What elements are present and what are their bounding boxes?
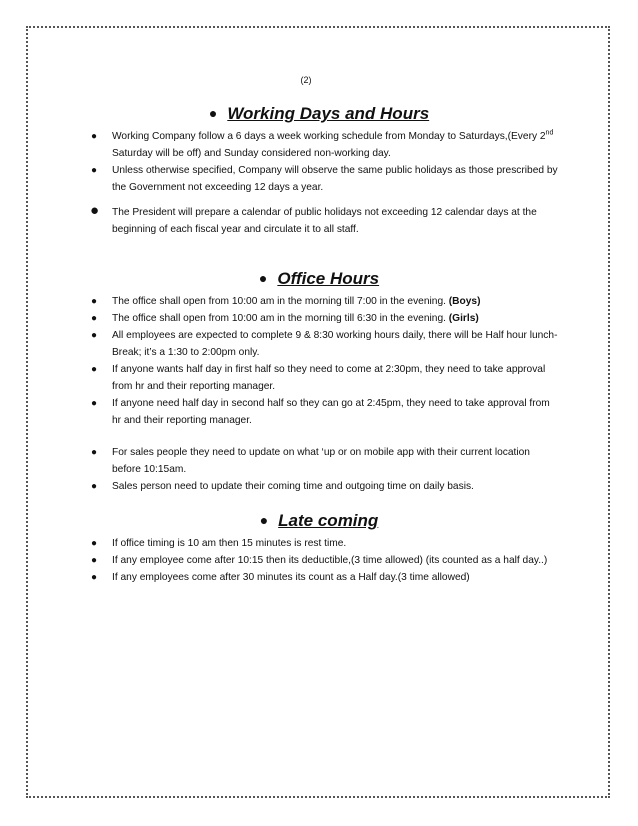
bullet-icon: ● (91, 555, 98, 566)
bullet-icon: ● (91, 538, 98, 549)
list-item: ● If office timing is 10 am then 15 minutes is rest time. (90, 535, 560, 552)
bullet-icon: ● (91, 447, 98, 458)
bullet-icon: ● (91, 165, 98, 176)
bullet-icon: ● (91, 398, 98, 409)
bullet-icon: ● (91, 296, 98, 307)
bullet-icon: ● (91, 131, 98, 142)
list-item: ● The President will prepare a calendar of public holidays not exceeding 12 calendar days at the beginning of each fiscal year and circulate it to all staff. (90, 202, 537, 235)
section-title-late-coming: ● Late coming (259, 511, 379, 530)
bullet-icon: ● (91, 481, 98, 492)
section-title-office-hours: ● Office Hours (258, 269, 380, 288)
list-item: ● The office shall open from 10:00 am in the morning till 6:30 in the evening. (Girls) (90, 310, 560, 327)
list-item: ● If anyone need half day in second half so they can go at 2:45pm, they need to take approval from hr and their reporting manager. (90, 395, 560, 429)
list-item: ● All employees are expected to complete 9 & 8:30 working hours daily, there will be Half hour lunch-Break; it’s a 1:30 to 2:00pm only. (90, 327, 560, 361)
late-coming-list (90, 535, 560, 586)
bullet-icon: ● (259, 512, 269, 528)
bullet-icon: ● (208, 105, 218, 121)
list-item: ● Working Company follow a 6 days a week working schedule from Monday to Saturdays,(Every 2nd Saturday will be off) and Sunday considered non-working day. (91, 129, 554, 159)
list-item: ● For sales people they need to update on what ‘up or on mobile app with their current location before 10:15am. (90, 444, 560, 478)
bullet-icon: ● (258, 270, 268, 286)
working-days-list (90, 128, 560, 238)
list-item: ● The office shall open from 10:00 am in the morning till 7:00 in the evening. (Boys) (90, 293, 560, 310)
list-item: ● Unless otherwise specified, Company will observe the same public holidays as those prescribed by the Government not exceeding 12 days a year. (90, 162, 560, 196)
office-hours-list (90, 293, 560, 495)
bullet-icon: ● (91, 330, 98, 341)
bullet-icon: ● (91, 313, 98, 324)
section-title-working-days: ● Working Days and Hours (208, 104, 430, 123)
list-item: ● If any employees come after 30 minutes its count as a Half day.(3 time allowed) (90, 569, 560, 586)
bullet-icon: ● (91, 364, 98, 375)
list-item: ● If anyone wants half day in first half so they need to come at 2:30pm, they need to take approval from hr and their reporting manager. (90, 361, 560, 395)
bullet-icon: ● (91, 572, 98, 583)
page-number: (2) (300, 75, 312, 85)
list-item: ● If any employee come after 10:15 then its deductible,(3 time allowed) (its counted as a half day..) (90, 552, 560, 569)
list-item: ● Sales person need to update their coming time and outgoing time on daily basis. (90, 478, 560, 495)
bullet-icon: ● (90, 202, 100, 219)
